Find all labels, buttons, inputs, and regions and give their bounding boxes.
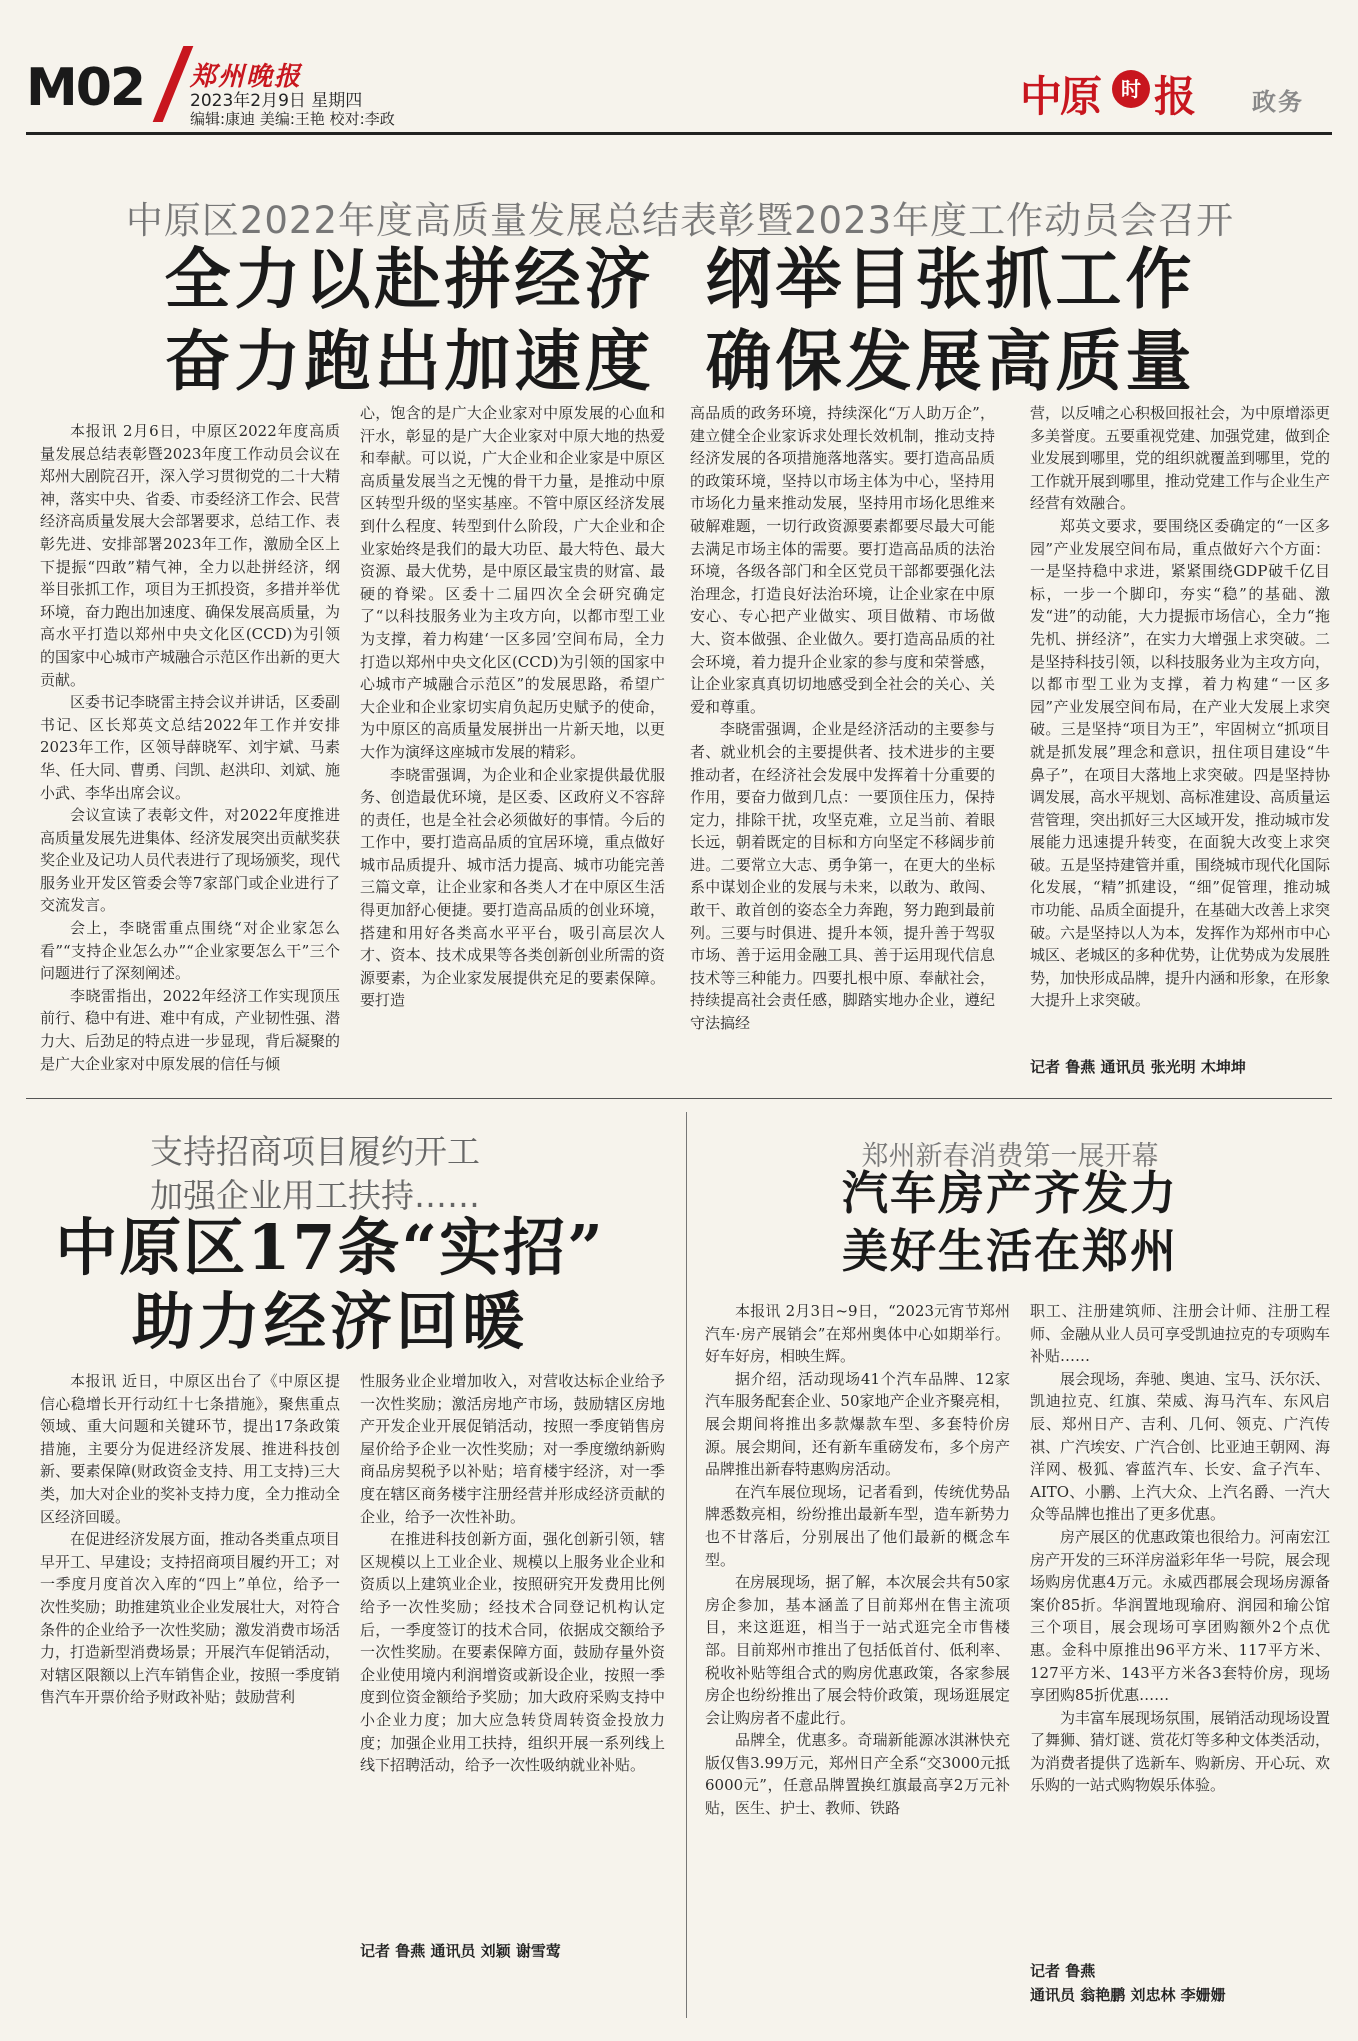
paragraph: 在房展现场，据了解，本次展会共有50家房企参加，基本涵盖了目前郑州在售主流项目，来这逛逛，相当于一站式逛完全市售楼部。目前郑州市推出了包括低首付、低利率、税收补贴等组合式的购房优惠政策，各家参展房企也纷纷推出了展会特价政策，现场逛展定会让购房者不虚此行。: [705, 1573, 1010, 1727]
paragraph: 房产展区的优惠政策也很给力。河南宏江房产开发的三环洋房溢彩年华一号院，展会现场购房优惠4万元。永威西郡展会现场房源备案价85折。华润置地现瑜府、润园和瑜公馆三个项目，展会现场可享团购额外2个点优惠。金科中原推出96平方米、117平方米、127平方米、143平方米各3套特价房，现场享团购85折优惠……: [1030, 1527, 1330, 1705]
article3-kicker: 郑州新春消费第一展开幕: [861, 1141, 1159, 1172]
paragraph: 本报讯 2月3日~9日，“2023元宵节郑州汽车·房产展销会”在郑州奥体中心如期举行。好车好房，相映生辉。: [705, 1302, 1010, 1366]
section-label: 政务: [1252, 88, 1304, 116]
paragraph: 本报讯 近日，中原区出台了《中原区提信心稳增长开行动红十七条措施》，聚焦重点领域、重大问题和关键环节，提出17条政策措施，主要分为促进经济发展、推进科技创新、要素保障(财政资金支持、用工支持)三大类，加大对企业的奖补支持力度，全力推动全区经济回暖。: [40, 1372, 340, 1526]
paragraph: 高品质的政务环境，持续深化“万人助万企”，建立健全企业家诉求处理长效机制，推动支持经济发展的各项措施落地落实。要打造高品质的政策环境，坚持以市场主体为中心，坚持用市场化力量来推动发展，坚持用市场化思维来破解难题，一切行政资源要素都要尽最大可能去满足市场主体的需要。要打造高品质的法治环境，各级各部门和全区党员干部都要强化法治理念，打造良好法治环境，让企业家在中原安心、专心把产业做实、项目做精、市场做大、资本做强、企业做久。要打造高品质的社会环境，着力提升企业家的参与度和荣誉感，让企业家真真切切地感受到全社会的关心、关爱和尊重。: [690, 404, 995, 716]
lead-column-4: [1030, 402, 1330, 1052]
divider-horizontal: [26, 1098, 1332, 1099]
paragraph: 营，以反哺之心积极回报社会，为中原增添更多美誉度。五要重视党建、加强党建，做到企业发展到哪里，党的组织就覆盖到哪里，党的工作就开展到哪里，推动党建工作与企业生产经营有效融合。: [1030, 404, 1330, 513]
article3-column-1: [705, 1300, 1010, 2000]
lead-headline-line2: 奋力跑出加速度 确保发展高质量: [164, 323, 1196, 400]
issue-date: 2023年2月9日 星期四: [190, 91, 363, 111]
paragraph: 郑英文要求，要围绕区委确定的“一区多园”产业发展空间布局，重点做好六个方面：一是坚持稳中求进，紧紧围绕GDP破千亿目标，一步一个脚印，夯实“稳”的基础、激发“进”的动能，大力提振市场信心，全力“拖先机、拼经济”，在实力大增强上求突破。二是坚持科技引领，以科技服务业为主攻方向，以都市型工业为支撑，着力构建“一区多园”产业发展空间布局，在产业大发展上求突破。三是坚持“项目为王”，牢固树立“抓项目就是抓发展”理念和意识，扭住项目建设“牛鼻子”，在项目大落地上求突破。四是坚持协调发展，高水平规划、高标准建设、高质量运营管理，突出抓好三大区域开发，推动城市发展能力迅速提升转变，在面貌大改变上求突破。五是坚持建管并重，围绕城市现代化国际化发展，“精”抓建设，“细”促管理，推动城市功能、品质全面提升，在基础大改善上求突破。六是坚持以人为本，发挥作为郑州市中心城区、老城区的多种优势，让优势成为发展胜势，加快形成品牌，提升内涵和形象，在形象大提升上求突破。: [1030, 516, 1330, 1010]
lead-headline-line1: 全力以赴拼经济 纲举目张抓工作: [164, 241, 1196, 318]
paragraph: 会上，李晓雷重点围绕“对企业家怎么看”“支持企业怎么办”“企业家要怎么干”三个问题进行了深刻阐述。: [40, 919, 340, 983]
masthead-rule: [26, 132, 1332, 135]
article2-headline-line1: 中原区17条“实招”: [55, 1211, 605, 1284]
lead-column-1: [40, 420, 340, 1080]
paragraph: 李晓雷强调，企业是经济活动的主要参与者、就业机会的主要提供者、技术进步的主要推动者，在经济社会发展中发挥着十分重要的作用，要奋力做到几点：一要顶住压力，保持定力，排除干扰，攻坚克难，立足当前、着眼长远，朝着既定的目标和方向坚定不移阔步前进。二要常立大志、勇争第一，在更大的坐标系中谋划企业的发展与未来，以敢为、敢闯、敢干、敢首创的姿态全力奔跑，努力跑到最前列。三要与时俱进、提升本领，提升善于驾驭市场、善于运用金融工具、善于运用现代信息技术等三种能力。四要扎根中原、奉献社会，持续提高社会责任感，脚踏实地办企业，遵纪守法搞经: [690, 720, 995, 1033]
article3-signature-line2: 通讯员 翁艳鹏 刘忠林 李姗姗: [1030, 1986, 1226, 2004]
article3-column-2: [1030, 1300, 1330, 1955]
article2-column-1: [40, 1370, 340, 1890]
paragraph: 心，饱含的是广大企业家对中原发展的心血和汗水，彰显的是广大企业家对中原大地的热爱和奉献。可以说，广大企业和企业家是中原区高质量发展当之无愧的骨干力量，是推动中原区转型升级的坚实基座。不管中原区经济发展到什么程度、转型到什么阶段，广大企业和企业家始终是我们的最大功臣、最大特色、最大资源、最大优势，是中原区最宝贵的财富、最硬的脊梁。区委十二届四次全会研究确定了“以科技服务业为主攻方向，以都市型工业为支撑，着力构建‘一区多园’空间布局，全力打造以郑州中央文化区(CCD)为引领的国家中心城市产城融合示范区”的发展思路，希望广大企业和企业家切实肩负起历史赋予的使命，为中原区的高质量发展拼出一片新天地，以更大作为演绎这座城市发展的精彩。: [360, 404, 665, 761]
article3-headline-line2: 美好生活在郑州: [842, 1224, 1178, 1278]
paragraph: 展会现场，奔驰、奥迪、宝马、沃尔沃、凯迪拉克、红旗、荣威、海马汽车、东风启辰、郑州日产、吉利、几何、领克、广汽传祺、广汽埃安、广汽合创、比亚迪王朝网、海洋网、极狐、睿蓝汽车、长安、盒子汽车、AITO、小鹏、上汽大众、上汽名爵、一汽大众等品牌也推出了更多优惠。: [1030, 1369, 1330, 1524]
article3-headline-line1: 汽车房产齐发力: [842, 1166, 1178, 1220]
paragraph: 李晓雷指出，2022年经济工作实现顶压前行、稳中有进、难中有成，产业韧性强、潜力大、后劲足的特点进一步显现，背后凝聚的是广大企业家对中原发展的信任与倾: [40, 986, 340, 1073]
paragraph: 区委书记李晓雷主持会议并讲话，区委副书记、区长郑英文总结2022年工作并安排2023年工作，区领导薛晓军、刘宇斌、马素华、任大同、曹勇、闫凯、赵洪印、刘斌、施小武、李华出席会议。: [40, 693, 340, 802]
paragraph: 本报讯 2月6日，中原区2022年度高质量发展总结表彰暨2023年度工作动员会议在郑州大剧院召开，深入学习贯彻党的二十大精神，落实中央、省委、市委经济工作会、民营经济高质量发展大会部署要求，总结工作、表彰先进、安排部署2023年工作，激励全区上下提振“四敢”精气神，全力以赴拼经济，纲举目张抓工作，项目为王抓投资，多措并举优环境，奋力跑出加速度、确保发展高质量，为高水平打造以郑州中央文化区(CCD)为引领的国家中心城市产城融合示范区作出新的更大贡献。: [40, 422, 340, 689]
article2-signature: 记者 鲁燕 通讯员 刘颖 谢雪莺: [360, 1942, 561, 1960]
page-number-slash: [153, 46, 194, 122]
paragraph: 在汽车展位现场，记者看到，传统优势品牌悉数亮相，纷纷推出最新车型，造车新势力也不甘落后，分别展出了他们最新的概念车型。: [705, 1482, 1010, 1569]
paragraph: 在推进科技创新方面，强化创新引领，辖区规模以上工业企业、规模以上服务业企业和资质以上建筑业企业，按照研究开发费用比例给予一次性奖励；经技术合同登记机构认定后，一季度签订的技术合同，依据成交额给予一次性奖励。在要素保障方面，鼓励存量外资企业使用境内利润增资或新设企业，按照一季度到位资金额给予奖励；加大政府采购支持中小企业力度；加大应急转贷周转资金投放力度；加强企业用工扶持，组织开展一系列线上线下招聘活动，给予一次性吸纳就业补贴。: [360, 1530, 665, 1775]
section-title-logo: 中原 时 报: [1020, 72, 1197, 121]
article3-signature-line1: 记者 鲁燕: [1030, 1962, 1096, 1980]
paragraph: 据介绍，活动现场41个汽车品牌、12家汽车服务配套企业、50家地产企业齐聚亮相，展会期间将推出多款爆款车型、多套特价房源。展会期间，还有新车重磅发布，多个房产品牌推出新春特惠购房活动。: [705, 1369, 1010, 1479]
paragraph: 职工、注册建筑师、注册会计师、注册工程师、金融从业人员可享受凯迪拉克的专项购车补贴……: [1030, 1302, 1330, 1366]
paragraph: 性服务业企业增加收入，对营收达标企业给予一次性奖励；激活房地产市场，鼓励辖区房地产开发企业开展促销活动，按照一季度销售房屋价给予企业一次性奖励；对一季度缴纳新购商品房契税予以补贴；培育楼宇经济，对一季度在辖区商务楼宇注册经营并形成经济贡献的企业，给予一次性补助。: [360, 1372, 665, 1526]
article2-headline-line2: 助力经济回暖: [131, 1285, 528, 1358]
article2-column-2: [360, 1370, 665, 1930]
paragraph: 在促进经济发展方面，推动各类重点项目早开工、早建设；支持招商项目履约开工；对一季度月度首次入库的“四上”单位，给予一次性奖励；助推建筑业企业发展壮大，对符合条件的企业给予一次性奖励；激发消费市场活力，打造新型消费场景；开展汽车促销活动，对辖区限额以上汽车销售企业，按照一季度销售汽车开票价给予财政补贴；鼓励营利: [40, 1530, 340, 1707]
paragraph: 为丰富车展现场氛围，展销活动现场设置了舞狮、猜灯谜、赏花灯等多种文体类活动，为消费者提供了选新车、购新房、开心玩、欢乐购的一站式购物娱乐体验。: [1030, 1708, 1330, 1795]
page-number: M02: [26, 58, 145, 118]
paragraph: 会议宣读了表彰文件，对2022年度推进高质量发展先进集体、经济发展突出贡献奖获奖企业及记功人员代表进行了现场颁奖，现代服务业开发区管委会等7家部门或企业进行了交流发言。: [40, 806, 340, 915]
lead-signature: 记者 鲁燕 通讯员 张光明 木坤坤: [1030, 1058, 1246, 1076]
paragraph: 品牌全，优惠多。奇瑞新能源冰淇淋快充版仅售3.99万元，郑州日产全系“交3000元抵6000元”，任意品牌置换红旗最高享2万元补贴，医生、护士、教师、铁路: [705, 1731, 1010, 1818]
editor-credits: 编辑:康迪 美编:王艳 校对:李政: [190, 110, 395, 128]
divider-vertical: [686, 1112, 687, 2018]
lead-column-2: [360, 402, 665, 1082]
article2-kicker-line1: 支持招商项目履约开工: [150, 1132, 480, 1171]
lead-kicker: 中原区2022年度高质量发展总结表彰暨2023年度工作动员会召开: [125, 199, 1235, 242]
paper-name-logo: 郑州晚报: [190, 62, 303, 92]
paragraph: 李晓雷强调，为企业和企业家提供最优服务、创造最优环境，是区委、区政府义不容辞的责任，也是全社会必须做好的事情。今后的工作中，要打造高品质的宜居环境，重点做好城市品质提升、城市活力提高、城市功能完善三篇文章，让企业家和各类人才在中原区生活得更加舒心便捷。要打造高品质的创业环境，搭建和用好各类高水平平台，吸引高层次人才、资本、技术成果等各类创新创业所需的资源要素，为企业家发展提供充足的要素保障。要打造: [360, 765, 665, 1010]
lead-column-3: [690, 402, 995, 1082]
article2-kicker-line2: 加强企业用工扶持……: [150, 1176, 480, 1215]
